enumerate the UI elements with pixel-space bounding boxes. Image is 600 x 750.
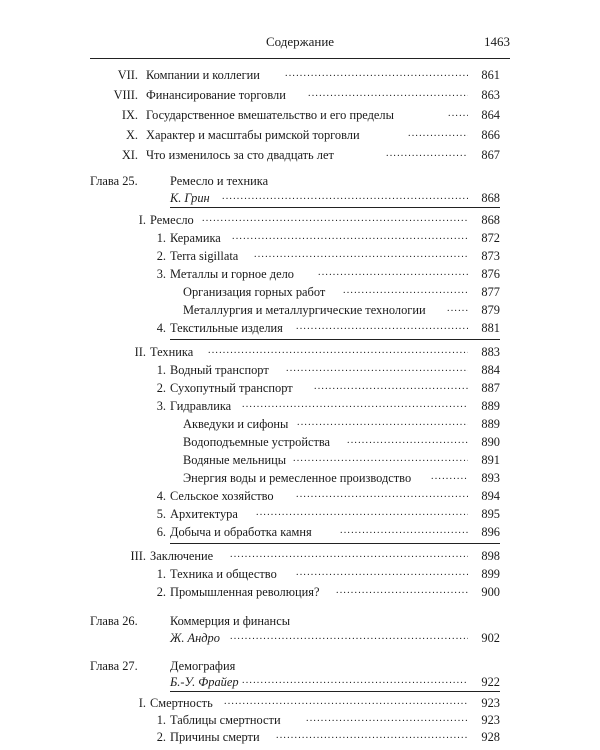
entry-number: 2. bbox=[156, 730, 166, 744]
leader-dots bbox=[296, 565, 468, 583]
entry-page: 898 bbox=[481, 549, 500, 563]
entry-title: Акведуки и сифоны bbox=[183, 417, 289, 431]
entry-page: 890 bbox=[481, 435, 500, 449]
chapter-rule bbox=[170, 691, 500, 692]
toc-entry bbox=[90, 126, 500, 144]
leader-dots bbox=[431, 469, 468, 487]
toc-entry bbox=[183, 283, 500, 301]
entry-title: Заключение bbox=[150, 549, 214, 563]
entry-number: 1. bbox=[156, 363, 166, 377]
leader-dots bbox=[386, 146, 468, 164]
toc-entry bbox=[90, 265, 500, 283]
entry-title: Государственное вмешательство и его пределы bbox=[146, 108, 394, 122]
entry-number: 6. bbox=[156, 525, 166, 539]
entry-page: 868 bbox=[481, 191, 500, 205]
toc-entry bbox=[90, 505, 500, 523]
toc-entry bbox=[90, 106, 500, 124]
entry-page: 889 bbox=[481, 399, 500, 413]
entry-page: 872 bbox=[481, 231, 500, 245]
toc-entry bbox=[183, 301, 500, 319]
leader-dots bbox=[286, 361, 468, 379]
toc-entry bbox=[90, 487, 500, 505]
leader-dots bbox=[242, 673, 468, 691]
leader-dots bbox=[308, 86, 468, 104]
entry-page: 928 bbox=[481, 730, 500, 744]
header-page-number: 1463 bbox=[484, 34, 510, 49]
toc-entry bbox=[90, 711, 500, 729]
entry-number: I. bbox=[138, 696, 146, 710]
entry-page: 877 bbox=[481, 285, 500, 299]
entry-page: 873 bbox=[481, 249, 500, 263]
toc-entry bbox=[90, 66, 500, 84]
toc-entry bbox=[90, 229, 500, 247]
entry-title: Энергия воды и ремесленное производство bbox=[183, 471, 412, 485]
entry-page: 867 bbox=[481, 148, 500, 162]
entry-number: III. bbox=[130, 549, 146, 563]
running-header bbox=[90, 34, 510, 59]
leader-dots bbox=[202, 211, 468, 229]
chapter-author-row bbox=[170, 189, 500, 207]
entry-number: 1. bbox=[156, 713, 166, 727]
leader-dots bbox=[296, 319, 468, 337]
leader-dots bbox=[222, 189, 468, 207]
toc-entry bbox=[183, 433, 500, 451]
entry-title: Сухопутный транспорт bbox=[170, 381, 293, 395]
entry-title: Смертность bbox=[150, 696, 213, 710]
entry-page: 889 bbox=[481, 417, 500, 431]
leader-dots bbox=[447, 301, 468, 319]
entry-title: Таблицы смертности bbox=[170, 713, 281, 727]
entry-number: VII. bbox=[117, 68, 138, 82]
entry-title: Компании и коллегии bbox=[146, 68, 260, 82]
entry-title: Водяные мельницы bbox=[183, 453, 287, 467]
entry-page: 861 bbox=[481, 68, 500, 82]
toc-entry bbox=[90, 379, 500, 397]
toc-entry bbox=[90, 397, 500, 415]
toc-entry bbox=[90, 211, 500, 229]
leader-dots bbox=[232, 229, 468, 247]
chapter-label: Глава 27. bbox=[90, 659, 138, 673]
entry-page: 881 bbox=[481, 321, 500, 335]
entry-title: Керамика bbox=[170, 231, 221, 245]
leader-dots bbox=[448, 106, 468, 124]
chapter-title: Коммерция и финансы bbox=[170, 614, 291, 628]
entry-number: 3. bbox=[156, 267, 166, 281]
toc-entry bbox=[90, 547, 500, 565]
chapter-title: Демография bbox=[170, 659, 236, 673]
entry-page: 866 bbox=[481, 128, 500, 142]
entry-title: Промышленная революция? bbox=[170, 585, 320, 599]
entry-title: Ремесло bbox=[150, 213, 194, 227]
entry-page: 883 bbox=[481, 345, 500, 359]
leader-dots bbox=[318, 265, 468, 283]
entry-number: 2. bbox=[156, 585, 166, 599]
entry-number: XI. bbox=[121, 148, 138, 162]
leader-dots bbox=[208, 343, 468, 361]
entry-page: 922 bbox=[481, 675, 500, 689]
chapter-label: Глава 25. bbox=[90, 174, 138, 188]
entry-title: Что изменилось за сто двадцать лет bbox=[146, 148, 334, 162]
header-title: Содержание bbox=[265, 34, 335, 49]
entry-title: Terra sigillata bbox=[170, 249, 239, 263]
leader-dots bbox=[314, 379, 468, 397]
chapter-author-row bbox=[170, 629, 500, 647]
toc-entry bbox=[90, 146, 500, 164]
entry-number: 1. bbox=[156, 567, 166, 581]
entry-page: 899 bbox=[481, 567, 500, 581]
section-rule bbox=[170, 339, 500, 340]
entry-number: 2. bbox=[156, 381, 166, 395]
toc-entry bbox=[183, 469, 500, 487]
leader-dots bbox=[230, 547, 468, 565]
entry-page: 891 bbox=[481, 453, 500, 467]
entry-page: 868 bbox=[481, 213, 500, 227]
entry-page: 884 bbox=[481, 363, 500, 377]
leader-dots bbox=[306, 711, 468, 729]
entry-number: 4. bbox=[156, 489, 166, 503]
chapter-author-row bbox=[170, 673, 500, 691]
entry-title: Текстильные изделия bbox=[170, 321, 283, 335]
leader-dots bbox=[224, 694, 468, 712]
entry-number: 3. bbox=[156, 399, 166, 413]
entry-page: 876 bbox=[481, 267, 500, 281]
leader-dots bbox=[242, 397, 468, 415]
leader-dots bbox=[336, 583, 468, 601]
entry-number: 5. bbox=[156, 507, 166, 521]
entry-number: IX. bbox=[121, 108, 138, 122]
entry-title: Характер и масштабы римской торговли bbox=[146, 128, 360, 142]
leader-dots bbox=[230, 629, 468, 647]
entry-page: 893 bbox=[481, 471, 500, 485]
entry-number: X. bbox=[125, 128, 138, 142]
toc-entry bbox=[183, 415, 500, 433]
leader-dots bbox=[347, 433, 468, 451]
chapter-rule bbox=[170, 207, 500, 208]
entry-title: Организация горных работ bbox=[183, 285, 326, 299]
leader-dots bbox=[296, 487, 468, 505]
entry-page: 902 bbox=[481, 631, 500, 645]
entry-title: Причины смерти bbox=[170, 730, 260, 744]
toc-entry bbox=[90, 565, 500, 583]
chapter-author: Б.-У. Фрайер bbox=[170, 675, 239, 689]
entry-title: Добыча и обработка камня bbox=[170, 525, 312, 539]
leader-dots bbox=[276, 728, 468, 746]
entry-title: Металлы и горное дело bbox=[170, 267, 294, 281]
entry-page: 900 bbox=[481, 585, 500, 599]
leader-dots bbox=[285, 66, 468, 84]
entry-number: 2. bbox=[156, 249, 166, 263]
leader-dots bbox=[343, 283, 468, 301]
toc-entry bbox=[183, 451, 500, 469]
entry-title: Водный транспорт bbox=[170, 363, 269, 377]
entry-title: Техника и общество bbox=[170, 567, 277, 581]
toc-entry bbox=[90, 319, 500, 337]
entry-number: 4. bbox=[156, 321, 166, 335]
entry-title: Металлургия и металлургические технологии bbox=[183, 303, 426, 317]
entry-page: 887 bbox=[481, 381, 500, 395]
entry-title: Гидравлика bbox=[170, 399, 232, 413]
entry-title: Техника bbox=[150, 345, 194, 359]
entry-title: Сельское хозяйство bbox=[170, 489, 274, 503]
chapter-heading bbox=[90, 172, 500, 190]
leader-dots bbox=[297, 415, 468, 433]
entry-title: Финансирование торговли bbox=[146, 88, 286, 102]
entry-page: 863 bbox=[481, 88, 500, 102]
toc-entry bbox=[90, 86, 500, 104]
chapter-heading bbox=[90, 612, 500, 630]
entry-page: 923 bbox=[481, 713, 500, 727]
entry-page: 923 bbox=[481, 696, 500, 710]
section-rule bbox=[170, 543, 500, 544]
chapter-title: Ремесло и техника bbox=[170, 174, 269, 188]
leader-dots bbox=[256, 505, 468, 523]
toc-entry bbox=[90, 583, 500, 601]
entry-page: 879 bbox=[481, 303, 500, 317]
entry-number: II. bbox=[134, 345, 146, 359]
entry-number: VIII. bbox=[113, 88, 138, 102]
chapter-label: Глава 26. bbox=[90, 614, 138, 628]
toc-entry bbox=[90, 247, 500, 265]
entry-title: Архитектура bbox=[170, 507, 238, 521]
chapter-author: Ж. Андро bbox=[170, 631, 220, 645]
leader-dots bbox=[254, 247, 468, 265]
entry-page: 896 bbox=[481, 525, 500, 539]
entry-number: 1. bbox=[156, 231, 166, 245]
entry-title: Водоподъемные устройства bbox=[183, 435, 331, 449]
entry-page: 894 bbox=[481, 489, 500, 503]
leader-dots bbox=[340, 523, 468, 541]
leader-dots bbox=[408, 126, 468, 144]
toc-entry bbox=[90, 728, 500, 746]
toc-entry bbox=[90, 694, 500, 712]
entry-page: 895 bbox=[481, 507, 500, 521]
chapter-author: К. Грин bbox=[170, 191, 210, 205]
entry-number: I. bbox=[138, 213, 146, 227]
leader-dots bbox=[293, 451, 468, 469]
entry-page: 864 bbox=[481, 108, 500, 122]
toc-entry bbox=[90, 523, 500, 541]
toc-entry bbox=[90, 343, 500, 361]
toc-entry bbox=[90, 361, 500, 379]
